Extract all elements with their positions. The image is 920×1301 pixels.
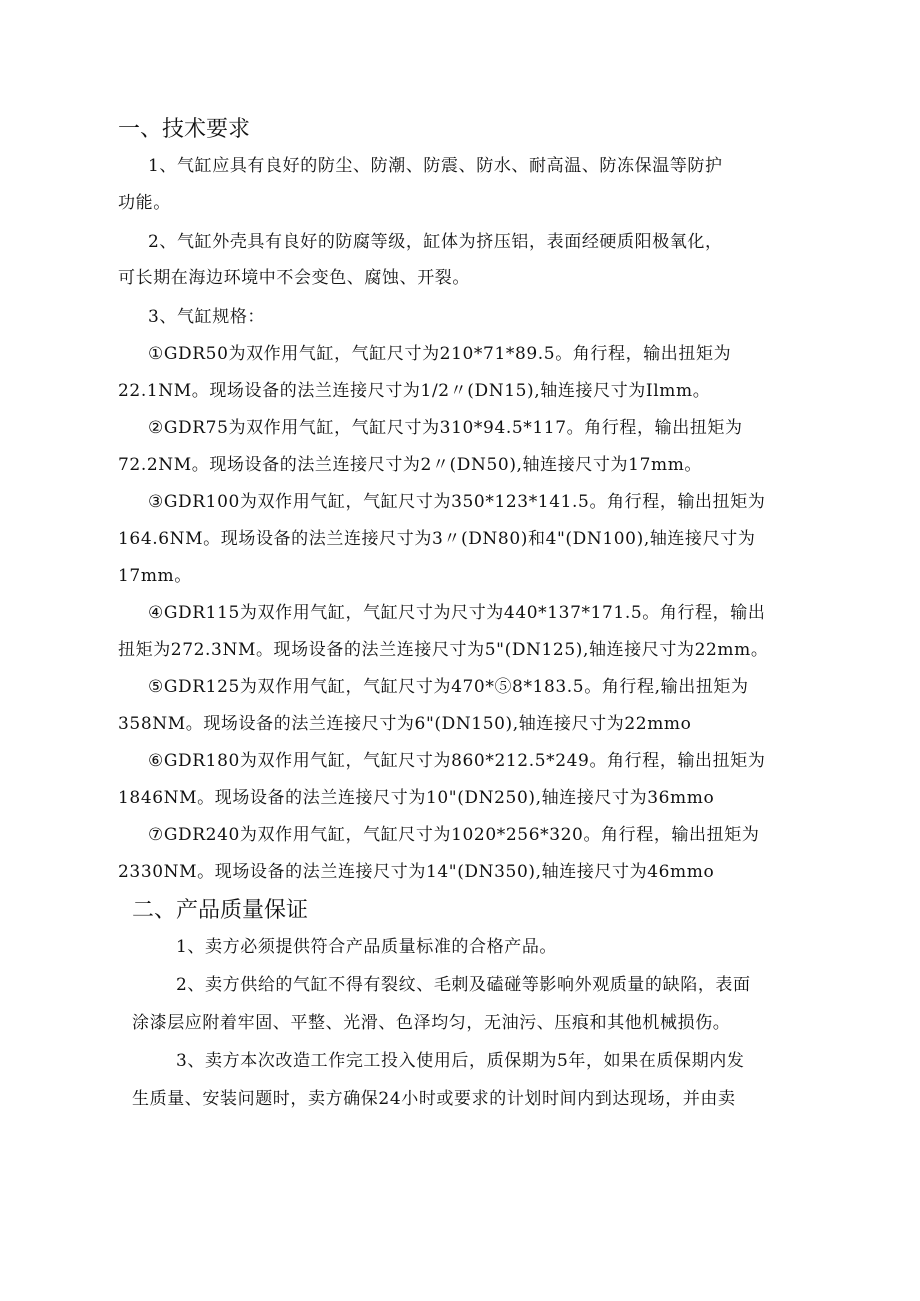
spec-line: ②GDR75为双作用气缸，气缸尺寸为310*94.5*117。角行程，输出扭矩为: [148, 418, 743, 438]
section-heading-technical: 一、技术要求: [118, 117, 251, 142]
spec-line: 2330NM。现场设备的法兰连接尺寸为14"(DN350),轴连接尺寸为46mmo: [118, 862, 715, 882]
spec-line: 358NM。现场设备的法兰连接尺寸为6"(DN150),轴连接尺寸为22mmo: [118, 714, 692, 734]
spec-line: ③GDR100为双作用气缸，气缸尺寸为350*123*141.5。角行程，输出扭矩为: [148, 492, 766, 512]
spec-line: ⑥GDR180为双作用气缸，气缸尺寸为860*212.5*249。角行程，输出扭矩为: [148, 751, 766, 771]
paragraph-line: 涂漆层应附着牢固、平整、光滑、色泽均匀，无油污、压痕和其他机械损伤。: [132, 1013, 731, 1033]
spec-line: 1846NM。现场设备的法兰连接尺寸为10"(DN250),轴连接尺寸为36mmo: [118, 788, 715, 808]
spec-line: ④GDR115为双作用气缸，气缸尺寸为尺寸为440*137*171.5。角行程，输出: [148, 603, 766, 623]
spec-line: ⑦GDR240为双作用气缸，气缸尺寸为1020*256*320。角行程，输出扭矩为: [148, 825, 760, 845]
paragraph-line: 3、气缸规格：: [148, 307, 266, 327]
spec-line: 22.1NM。现场设备的法兰连接尺寸为1/2〃(DN15),轴连接尺寸为Ilmm。: [118, 381, 711, 401]
spec-line: ⑤GDR125为双作用气缸，气缸尺寸为470*⑤8*183.5。角行程,输出扭矩为: [148, 677, 749, 697]
paragraph-line: 生质量、安装问题时，卖方确保24小时或要求的计划时间内到达现场，并由卖: [132, 1089, 736, 1109]
spec-line: 72.2NM。现场设备的法兰连接尺寸为2〃(DN50),轴连接尺寸为17mm。: [118, 455, 703, 475]
spec-line: 17mm。: [118, 566, 192, 586]
spec-line: 164.6NM。现场设备的法兰连接尺寸为3〃(DN80)和4"(DN100),轴连接尺寸为: [118, 529, 756, 549]
spec-line: 扭矩为272.3NM。现场设备的法兰连接尺寸为5"(DN125),轴连接尺寸为22mm。: [118, 640, 769, 660]
paragraph-line: 1、气缸应具有良好的防尘、防潮、防震、防水、耐高温、防冻保温等防护: [148, 156, 723, 176]
paragraph-line: 3、卖方本次改造工作完工投入使用后，质保期为5年，如果在质保期内发: [176, 1051, 745, 1071]
spec-line: ①GDR50为双作用气缸，气缸尺寸为210*71*89.5。角行程，输出扭矩为: [148, 344, 732, 364]
paragraph-line: 可长期在海边环境中不会变色、腐蚀、开裂。: [118, 268, 470, 288]
section-heading-quality: 二、产品质量保证: [132, 898, 309, 923]
paragraph-line: 2、卖方供给的气缸不得有裂纹、毛刺及磕碰等影响外观质量的缺陷，表面: [176, 975, 751, 995]
paragraph-line: 功能。: [118, 193, 171, 213]
paragraph-line: 2、气缸外壳具有良好的防腐等级，缸体为挤压铝，表面经硬质阳极氧化，: [148, 232, 723, 252]
paragraph-line: 1、卖方必须提供符合产品质量标准的合格产品。: [176, 937, 558, 957]
